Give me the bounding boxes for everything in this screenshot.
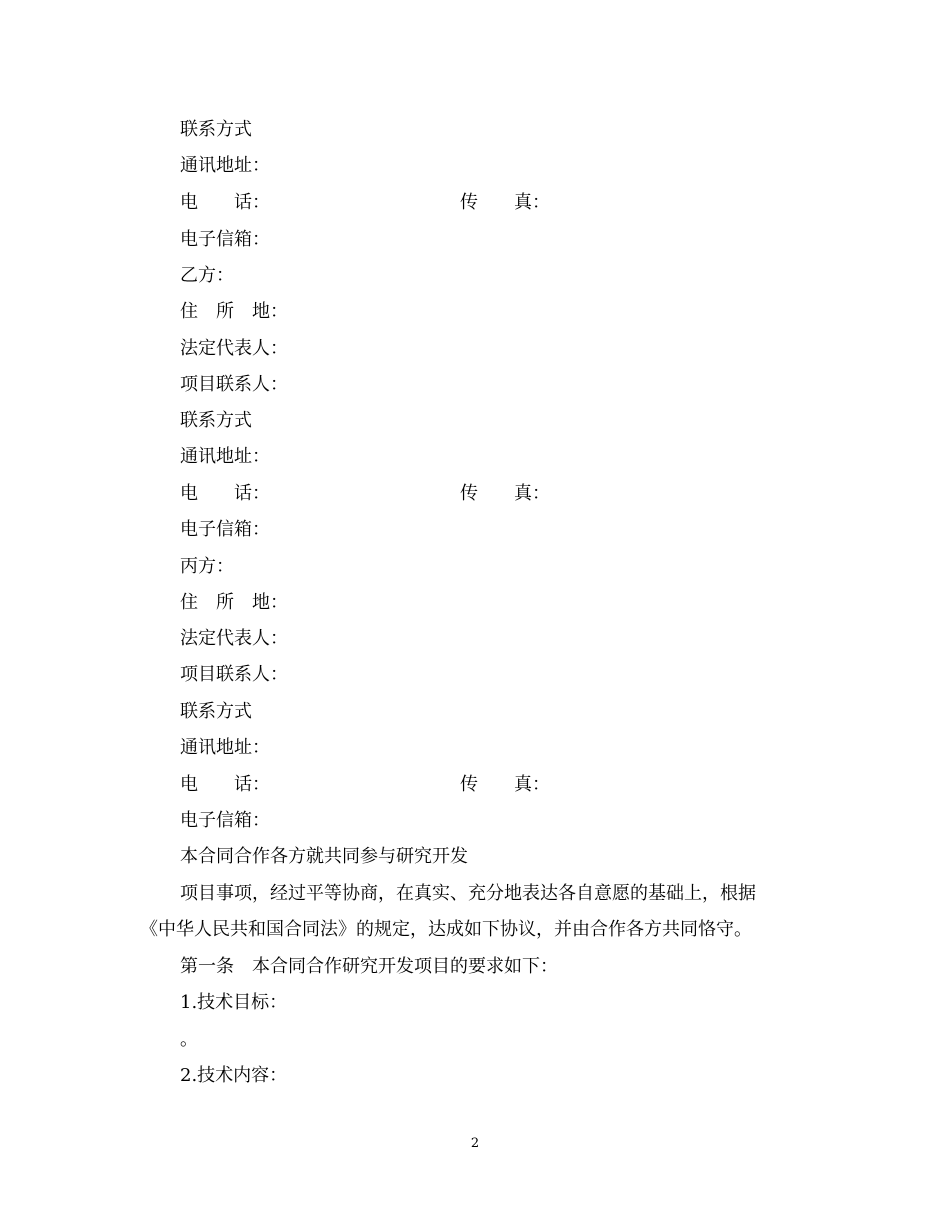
party-c-phone-label: 电 话： — [180, 774, 270, 795]
party-a-fax-label: 传 真： — [460, 192, 550, 213]
party-b-legal-rep-label: 法定代表人： — [180, 338, 288, 359]
party-b-contact-heading: 联系方式 — [180, 410, 252, 431]
intro-paragraph-line-2: 项目事项，经过平等协商，在真实、充分地表达各自意愿的基础上，根据 — [180, 883, 756, 904]
party-c-domicile-label: 住 所 地： — [180, 592, 288, 613]
item-2-technical-content-label: 2.技术内容： — [180, 1065, 288, 1086]
party-c-fax-label: 传 真： — [460, 774, 550, 795]
party-c-address-label: 通讯地址： — [180, 737, 270, 758]
party-b-project-contact-label: 项目联系人： — [180, 374, 288, 395]
party-b-fax-label: 传 真： — [460, 483, 550, 504]
party-b-phone-label: 电 话： — [180, 483, 270, 504]
party-b-title: 乙方： — [180, 265, 234, 286]
article-1-heading: 第一条 本合同合作研究开发项目的要求如下： — [180, 956, 558, 977]
item-1-technical-goal-value: 。 — [180, 1029, 198, 1050]
page-number: 2 — [470, 1136, 480, 1151]
party-b-address-label: 通讯地址： — [180, 446, 270, 467]
party-b-domicile-label: 住 所 地： — [180, 301, 288, 322]
party-c-title: 丙方： — [180, 556, 234, 577]
party-a-address-label: 通讯地址： — [180, 155, 270, 176]
intro-paragraph-line-1: 本合同合作各方就共同参与研究开发 — [180, 846, 468, 867]
party-c-email-label: 电子信箱： — [180, 810, 270, 831]
party-c-contact-heading: 联系方式 — [180, 701, 252, 722]
intro-paragraph-line-3: 《中华人民共和国合同法》的规定，达成如下协议，并由合作各方共同恪守。 — [140, 919, 752, 940]
party-a-phone-label: 电 话： — [180, 192, 270, 213]
party-c-legal-rep-label: 法定代表人： — [180, 628, 288, 649]
item-1-technical-goal-label: 1.技术目标： — [180, 992, 288, 1013]
party-b-email-label: 电子信箱： — [180, 519, 270, 540]
party-a-contact-heading: 联系方式 — [180, 119, 252, 140]
party-a-email-label: 电子信箱： — [180, 229, 270, 250]
party-c-project-contact-label: 项目联系人： — [180, 664, 288, 685]
